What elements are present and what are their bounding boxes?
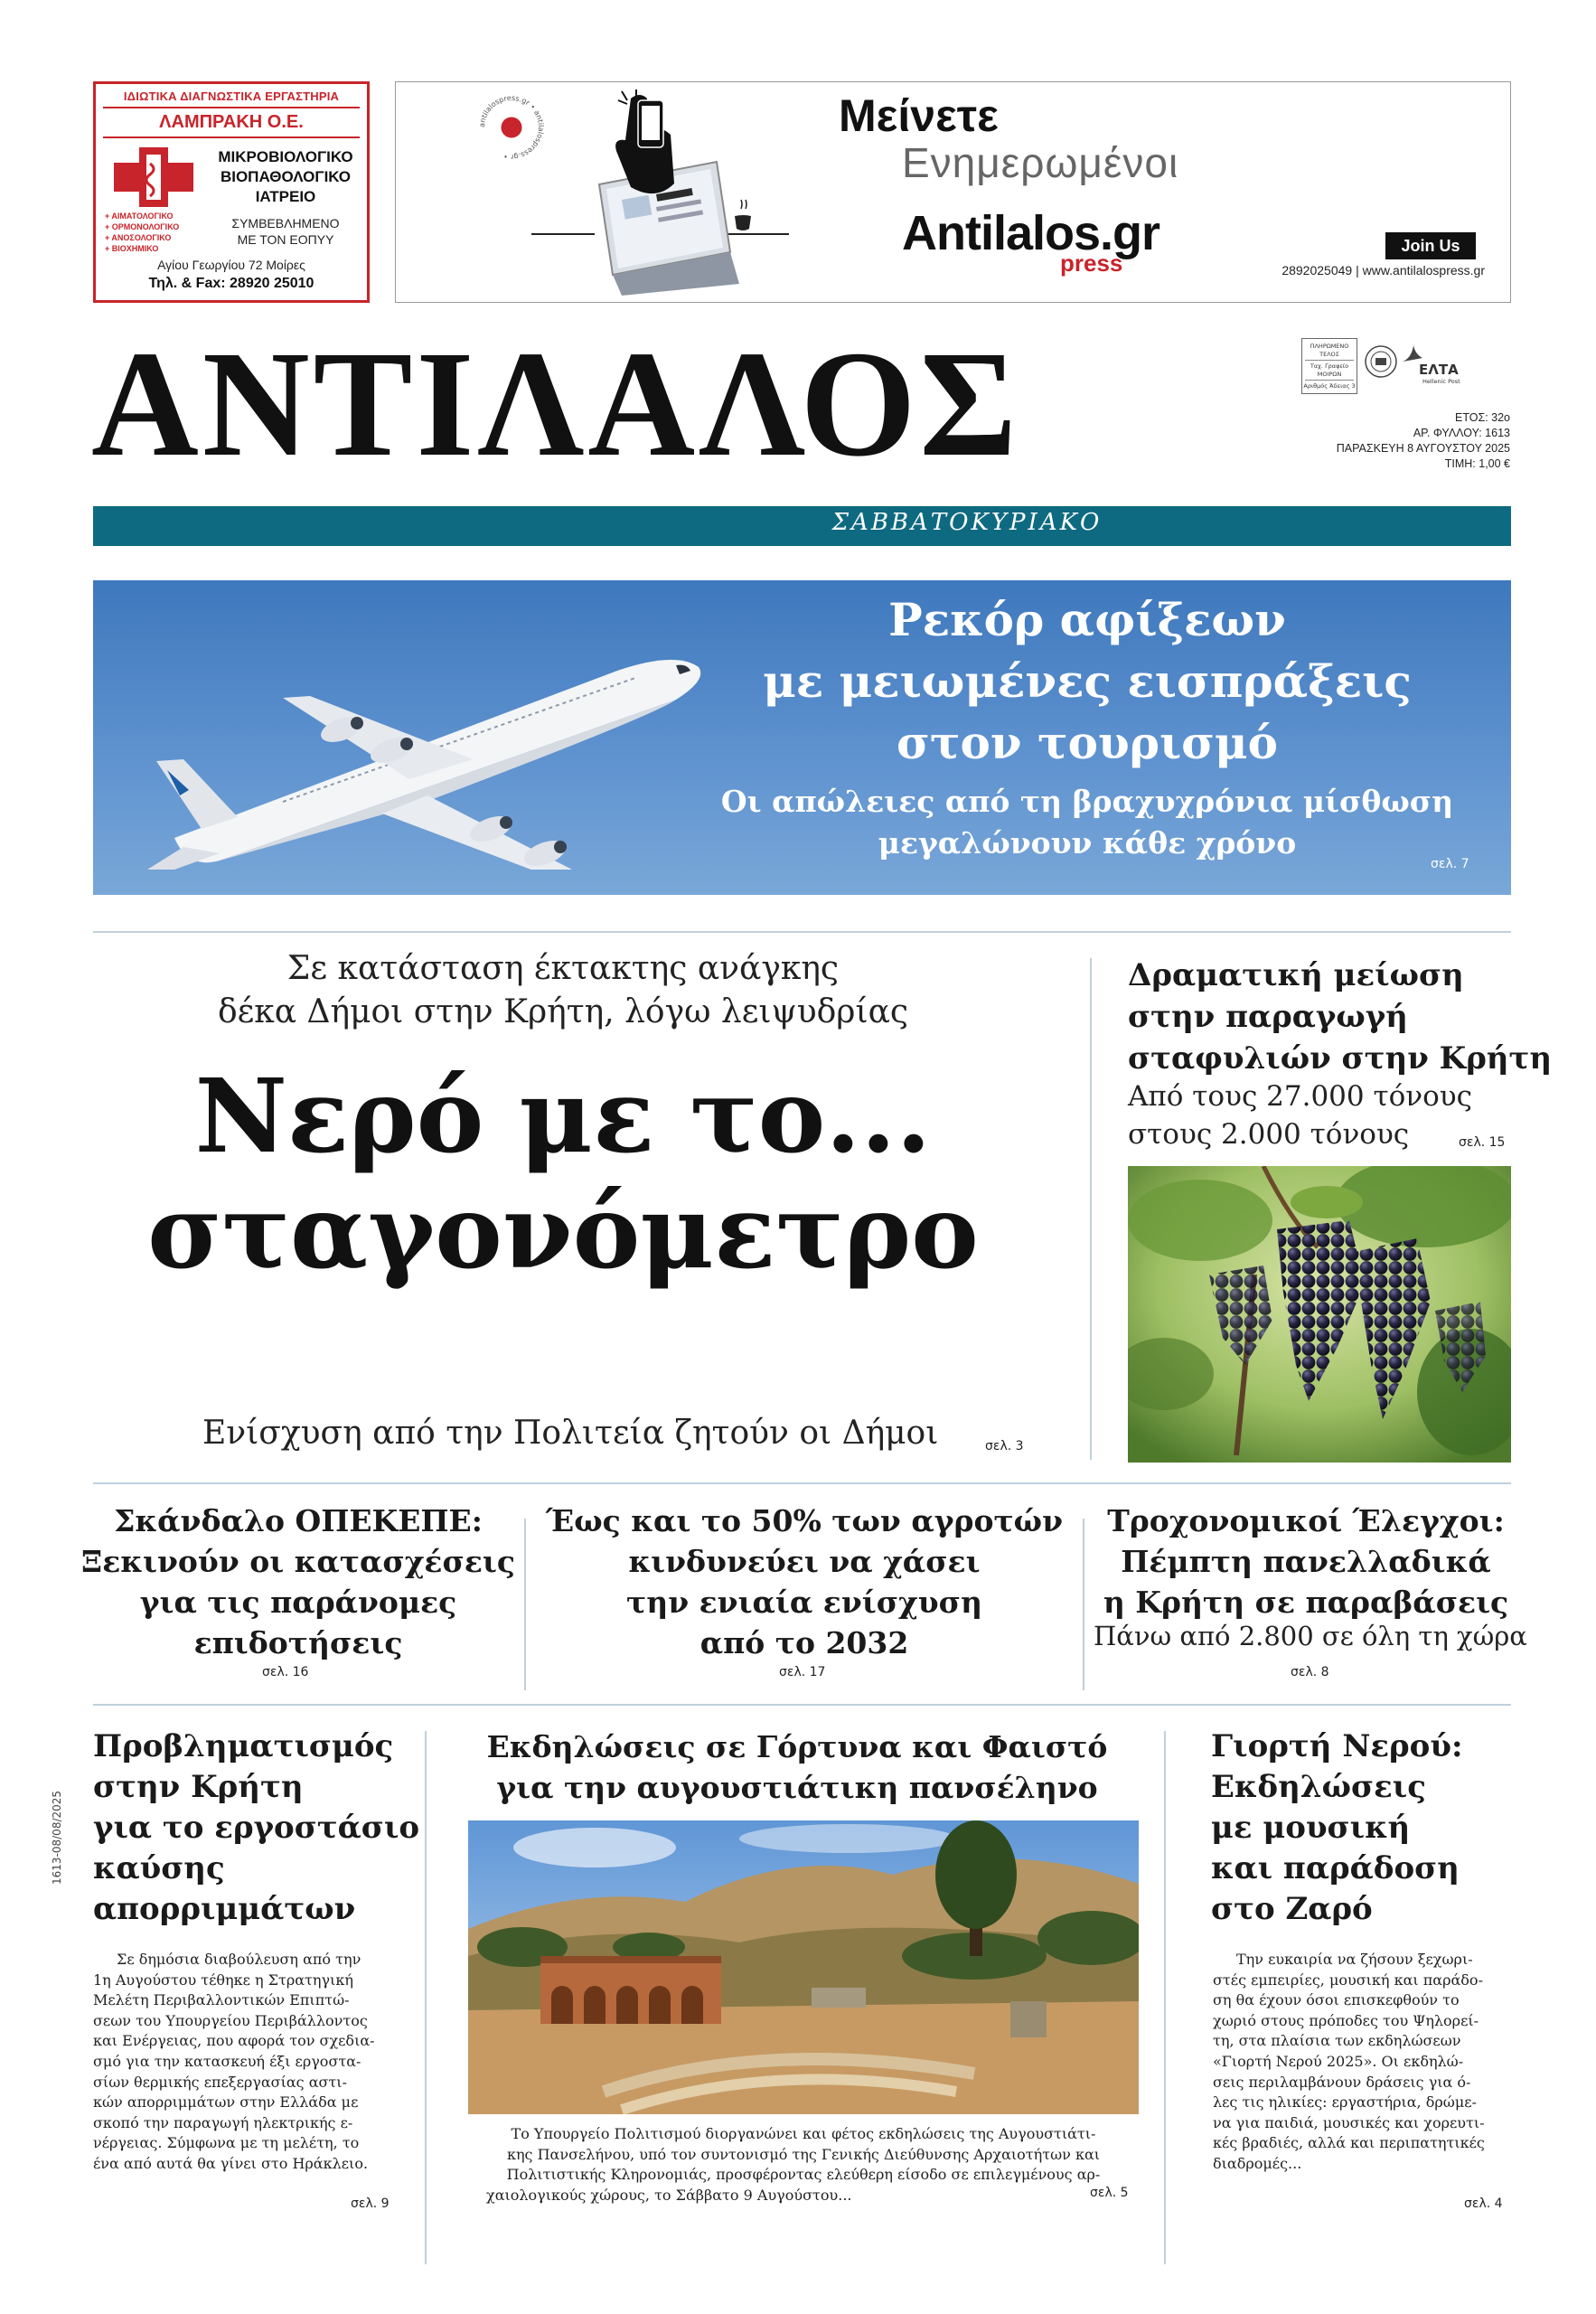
farmers-headline-line: την ενιαία ενίσχυση [626, 1585, 982, 1620]
divider [1305, 360, 1354, 361]
issue-number: ΑΡ. ΦΥΛΛΟΥ: 1613 [1413, 427, 1510, 439]
promo-contact: 2892025049 | www.antilalospress.gr [1281, 263, 1485, 277]
lead-kicker-line: Σε κατάσταση έκτακτης ανάγκης [286, 950, 840, 987]
body-line: σίων θερμικής επεξεργασίας αστι- [93, 2073, 347, 2091]
lab-ad-phone: Τηλ. & Fax: 28920 25010 [148, 276, 315, 291]
body-line: χαιολογικούς χώρους, το Σάββατο 9 Αυγούστου... [486, 2186, 852, 2204]
gortyna-headline[interactable] [436, 1726, 1159, 1808]
body-line: σκοπό την παραγωγή ηλεκτρικής ε- [93, 2113, 353, 2131]
body-line: διαδρομές... [1213, 2154, 1302, 2172]
body-line: 1η Αυγούστου τέθηκε η Στρατηγική [93, 1971, 353, 1989]
promo-headline-1: Μείνετε [839, 90, 999, 141]
traffic-headline-line: Τροχονομικοί Έλεγχοι: [1107, 1503, 1505, 1538]
divider [1305, 380, 1354, 381]
opekepe-headline-line: Σκάνδαλο ΟΠΕΚΕΠΕ: [114, 1503, 483, 1538]
waste-headline[interactable] [93, 1726, 418, 1930]
divider [93, 931, 1511, 933]
issue-date: ΠΑΡΑΣΚΕΥΗ 8 ΑΥΓΟΥΣΤΟΥ 2025 [1336, 442, 1510, 455]
waste-headline-line: στην Κρήτη [93, 1769, 304, 1805]
opekepe-headline-line: για τις παράνομες [139, 1585, 457, 1620]
edition-label: ΣΑΒΒΑΤΟΚΥΡΙΑΚΟ [831, 509, 1103, 536]
waste-headline-line: Προβληματισμός [93, 1728, 394, 1764]
service-line: ΒΙΟΠΑΘΟΛΟΓΙΚΟ [220, 168, 352, 185]
body-line: χωριό στους πρόποδες του Ψηλορεί- [1213, 2011, 1479, 2029]
paid-postage-badge [1301, 338, 1357, 394]
lead-title-line: σταγονόμετρο [147, 1173, 979, 1292]
divider [1164, 1731, 1166, 2264]
body-line: να για παιδιά, μουσικές και χορευτι- [1213, 2113, 1485, 2131]
lab-ad-services [204, 147, 367, 207]
farmers-page-ref: σελ. 17 [779, 1665, 826, 1679]
traffic-subhead: Πάνω από 2.800 σε όλη τη χώρα [1094, 1621, 1527, 1651]
body-line: λες τις ηλικίες: εργαστήρια, δρώμε- [1213, 2093, 1477, 2112]
body-line: Σε δημόσια διαβούλευση από την [117, 1951, 361, 1968]
opekepe-headline[interactable] [81, 1500, 515, 1663]
divider [93, 1482, 1511, 1484]
issue-side-code: 1613-08/08/2025 [51, 1790, 63, 1885]
medical-cross-icon [110, 146, 197, 209]
issue-info [1247, 410, 1510, 472]
divider [425, 1731, 427, 2264]
tourism-headline-2: με μειωμένες εισπράξεις [763, 654, 1412, 708]
postal-stamp-icon [1363, 342, 1399, 387]
lab-ad-top-line: ΙΔΙΩΤΙΚΑ ΔΙΑΓΝΩΣΤΙΚΑ ΕΡΓΑΣΤΗΡΙΑ [123, 89, 340, 103]
lab-ad-sub-services [105, 211, 204, 254]
traffic-headline[interactable] [1094, 1500, 1518, 1623]
body-line: σεις περιλαμβάνουν δράσεις για ό- [1213, 2073, 1471, 2091]
tourism-headline-1: Ρεκόρ αφίξεων [888, 593, 1286, 646]
body-line: νέργειας. Σύμφωνα με τη μελέτη, το [93, 2134, 360, 2152]
water-fest-headline-line: και παράδοση [1211, 1850, 1460, 1886]
body-line: κών απορριμμάτων στην Ελλάδα με [93, 2093, 359, 2112]
water-fest-headline-line: με μουσική [1211, 1810, 1411, 1846]
grapes-headline-line: στην παραγωγή [1128, 999, 1408, 1035]
grapes-subhead-line: στους 2.000 τόνους [1128, 1118, 1410, 1151]
join-us-button[interactable]: Join Us [1385, 232, 1476, 259]
opekepe-page-ref: σελ. 16 [262, 1665, 309, 1679]
divider [1090, 958, 1092, 1460]
waste-headline-line: απορριμμάτων [93, 1891, 356, 1927]
service-line: ΜΙΚΡΟΒΙΟΛΟΓΙΚΟ [218, 148, 353, 165]
body-line: σεων του Υπουργείου Περιβάλλοντος [93, 2011, 368, 2029]
cert-line: ΣΥΜΒΕΒΛΗΜΕΝΟ [231, 216, 340, 230]
body-line: κές βραδιές, αλλά και περιπατητικές [1213, 2134, 1485, 2152]
farmers-headline[interactable] [538, 1500, 1071, 1663]
divider [93, 1704, 1511, 1706]
body-line: τη, στα πλαίσια των εκδηλώσεων [1213, 2032, 1461, 2050]
body-line: Πολιτιστικής Κληρονομιάς, προσφέροντας ελεύθερη είσοδο σε επιλεγμένους αρ- [506, 2166, 1101, 2184]
grapes-page-ref: σελ. 15 [1459, 1135, 1506, 1150]
promo-headline-2: Ενημερωμένοι [902, 139, 1179, 186]
water-fest-headline[interactable] [1211, 1726, 1509, 1930]
tourism-banner[interactable] [93, 580, 1511, 895]
sub-service: + ΟΡΜΟΝΟΛΟΓΙΚΟ [105, 222, 180, 231]
elta-sub: Hellenic Post [1422, 378, 1460, 385]
lab-ad-name: ΛΑΜΠΡΑΚΗ Ο.Ε. [159, 112, 304, 132]
svg-text:antilalospress.gr • antilalosp: antilalospress.gr • antilalospress.gr • [477, 93, 546, 162]
grapes-photo [1128, 1166, 1511, 1463]
lab-ad-address: Αγίου Γεωργίου 72 Μοίρες [157, 258, 305, 272]
waste-headline-line: για το εργοστάσιο [93, 1810, 420, 1846]
tourism-subhead-1: Οι απώλειες από τη βραχυχρόνια μίσθωση [720, 784, 1454, 819]
grapes-headline-line: σταφυλιών στην Κρήτη [1128, 1040, 1553, 1077]
body-line: στές εμπειρίες, μουσική και παράδο- [1213, 1971, 1483, 1989]
grapes-headline-line: Δραματική μείωση [1128, 957, 1464, 993]
traffic-headline-line: η Κρήτη σε παραβάσεις [1103, 1585, 1509, 1620]
body-line: ένα από αυτά θα γίνει στο Ηράκλειο. [93, 2154, 369, 2172]
tourism-headline-3: στον τουρισμό [897, 716, 1278, 769]
badge-text: ΠΛΗΡΩΜΕΝΟ ΤΕΛΟΣ [1310, 343, 1349, 358]
body-line: ση θα έχουν όσοι επισκεφθούν το [1213, 1991, 1460, 2009]
traffic-headline-line: Πέμπτη πανελλαδικά [1121, 1544, 1491, 1579]
antilalos-press-advertisement[interactable] [395, 81, 1511, 303]
waste-headline-line: καύσης [93, 1850, 225, 1886]
divider [524, 1519, 526, 1690]
tourism-subhead-2: μεγαλώνουν κάθε χρόνο [878, 825, 1297, 861]
tablet-illustration-icon [531, 89, 793, 296]
promo-brand-sub: press [1060, 249, 1123, 277]
body-line: κης Πανσελήνου, υπό τον συντονισμό της Γενικής Διεύθυνσης Αρχαιοτήτων και [506, 2145, 1101, 2163]
opekepe-headline-line: Ξεκινούν οι κατασχέσεις [81, 1544, 515, 1579]
issue-year: ΕΤΟΣ: 32ο [1455, 411, 1510, 424]
service-line: ΙΑΤΡΕΙΟ [255, 188, 316, 205]
water-fest-page-ref: σελ. 4 [1464, 2196, 1503, 2211]
body-line: σμό για την κατασκευή έξι εργοστα- [93, 2052, 361, 2070]
lead-kicker [93, 947, 1033, 1034]
body-line: Μελέτη Περιβαλλοντικών Επιπτώ- [93, 1991, 350, 2009]
lab-ad-certification [204, 215, 367, 248]
divider [103, 136, 360, 138]
body-line: και Ενέργειας, που αφορά τον σχεδια- [93, 2032, 375, 2050]
divider [103, 107, 360, 108]
cert-line: ΜΕ ΤΟΝ ΕΟΠΥΥ [237, 232, 334, 247]
lead-kicker-line: δέκα Δήμοι στην Κρήτη, λόγω λειψυδρίας [217, 993, 909, 1030]
badge-number: Αριθμός Άδειας 3 [1303, 382, 1356, 390]
tourism-page-ref: σελ. 7 [1431, 857, 1469, 871]
gortyna-page-ref: σελ. 5 [1090, 2186, 1129, 2200]
body-line: Την ευκαιρία να ζήσουν ξεχωρι- [1236, 1951, 1473, 1968]
badge-office: Ταχ. Γραφείο ΜΟΙΡΩΝ [1310, 362, 1349, 378]
water-fest-body [1213, 1950, 1511, 2175]
issue-price: ΤΙΜΗ: 1,00 € [1444, 457, 1510, 470]
elta-label: ΕΛΤΑ [1419, 362, 1459, 378]
sub-service: + ΑΙΜΑΤΟΛΟΓΙΚΟ [105, 212, 174, 221]
farmers-headline-line: Έως και το 50% των αγροτών [546, 1503, 1063, 1538]
gortyna-site-photo [468, 1820, 1139, 2114]
lab-advertisement [93, 81, 370, 303]
grapes-headline[interactable] [1128, 955, 1553, 1079]
divider [1083, 1519, 1084, 1690]
opekepe-headline-line: επιδοτήσεις [193, 1625, 403, 1660]
promo-brand-suffix: .gr [1100, 206, 1160, 260]
lead-page-ref: σελ. 3 [985, 1439, 1024, 1453]
water-fest-headline-line: Γιορτή Νερού: [1211, 1728, 1463, 1764]
farmers-headline-line: κινδυνεύει να χάσει [628, 1544, 981, 1579]
gortyna-headline-line: Εκδηλώσεις σε Γόρτυνα και Φαιστό [486, 1729, 1108, 1764]
grapes-subhead-line: Από τους 27.000 τόνους [1128, 1080, 1473, 1113]
body-line: «Γιορτή Νερού 2025». Οι εκδηλώ- [1213, 2052, 1464, 2070]
waste-page-ref: σελ. 9 [351, 2196, 390, 2211]
waste-body [93, 1950, 391, 2175]
lead-title[interactable] [93, 1059, 1033, 1291]
farmers-headline-line: από το 2032 [699, 1625, 909, 1660]
lead-deck: Ενίσχυση από την Πολιτεία ζητούν οι Δήμοι [202, 1415, 939, 1452]
traffic-page-ref: σελ. 8 [1291, 1665, 1329, 1679]
water-fest-headline-line: Εκδηλώσεις [1211, 1769, 1426, 1805]
body-line: Το Υπουργείο Πολιτισμού διοργανώνει και φέτος εκδηλώσεις της Αυγουστιάτι- [511, 2125, 1096, 2142]
lead-title-line: Νερό με το... [194, 1058, 932, 1176]
newspaper-title: ΑΝΤΙΛΑΛΟΣ [91, 320, 1021, 488]
sub-service: + ΑΝΟΣΟΛΟΓΙΚΟ [105, 233, 172, 242]
water-fest-headline-line: στο Ζαρό [1211, 1891, 1373, 1927]
gortyna-headline-line: για την αυγουστιάτικη πανσέληνο [496, 1770, 1098, 1805]
sub-service: + ΒΙΟΧΗΜΙΚΟ [105, 244, 159, 253]
grapes-subhead [1128, 1077, 1472, 1153]
promo-brand-name: Antilalos [902, 206, 1101, 260]
gortyna-body [468, 2124, 1139, 2206]
